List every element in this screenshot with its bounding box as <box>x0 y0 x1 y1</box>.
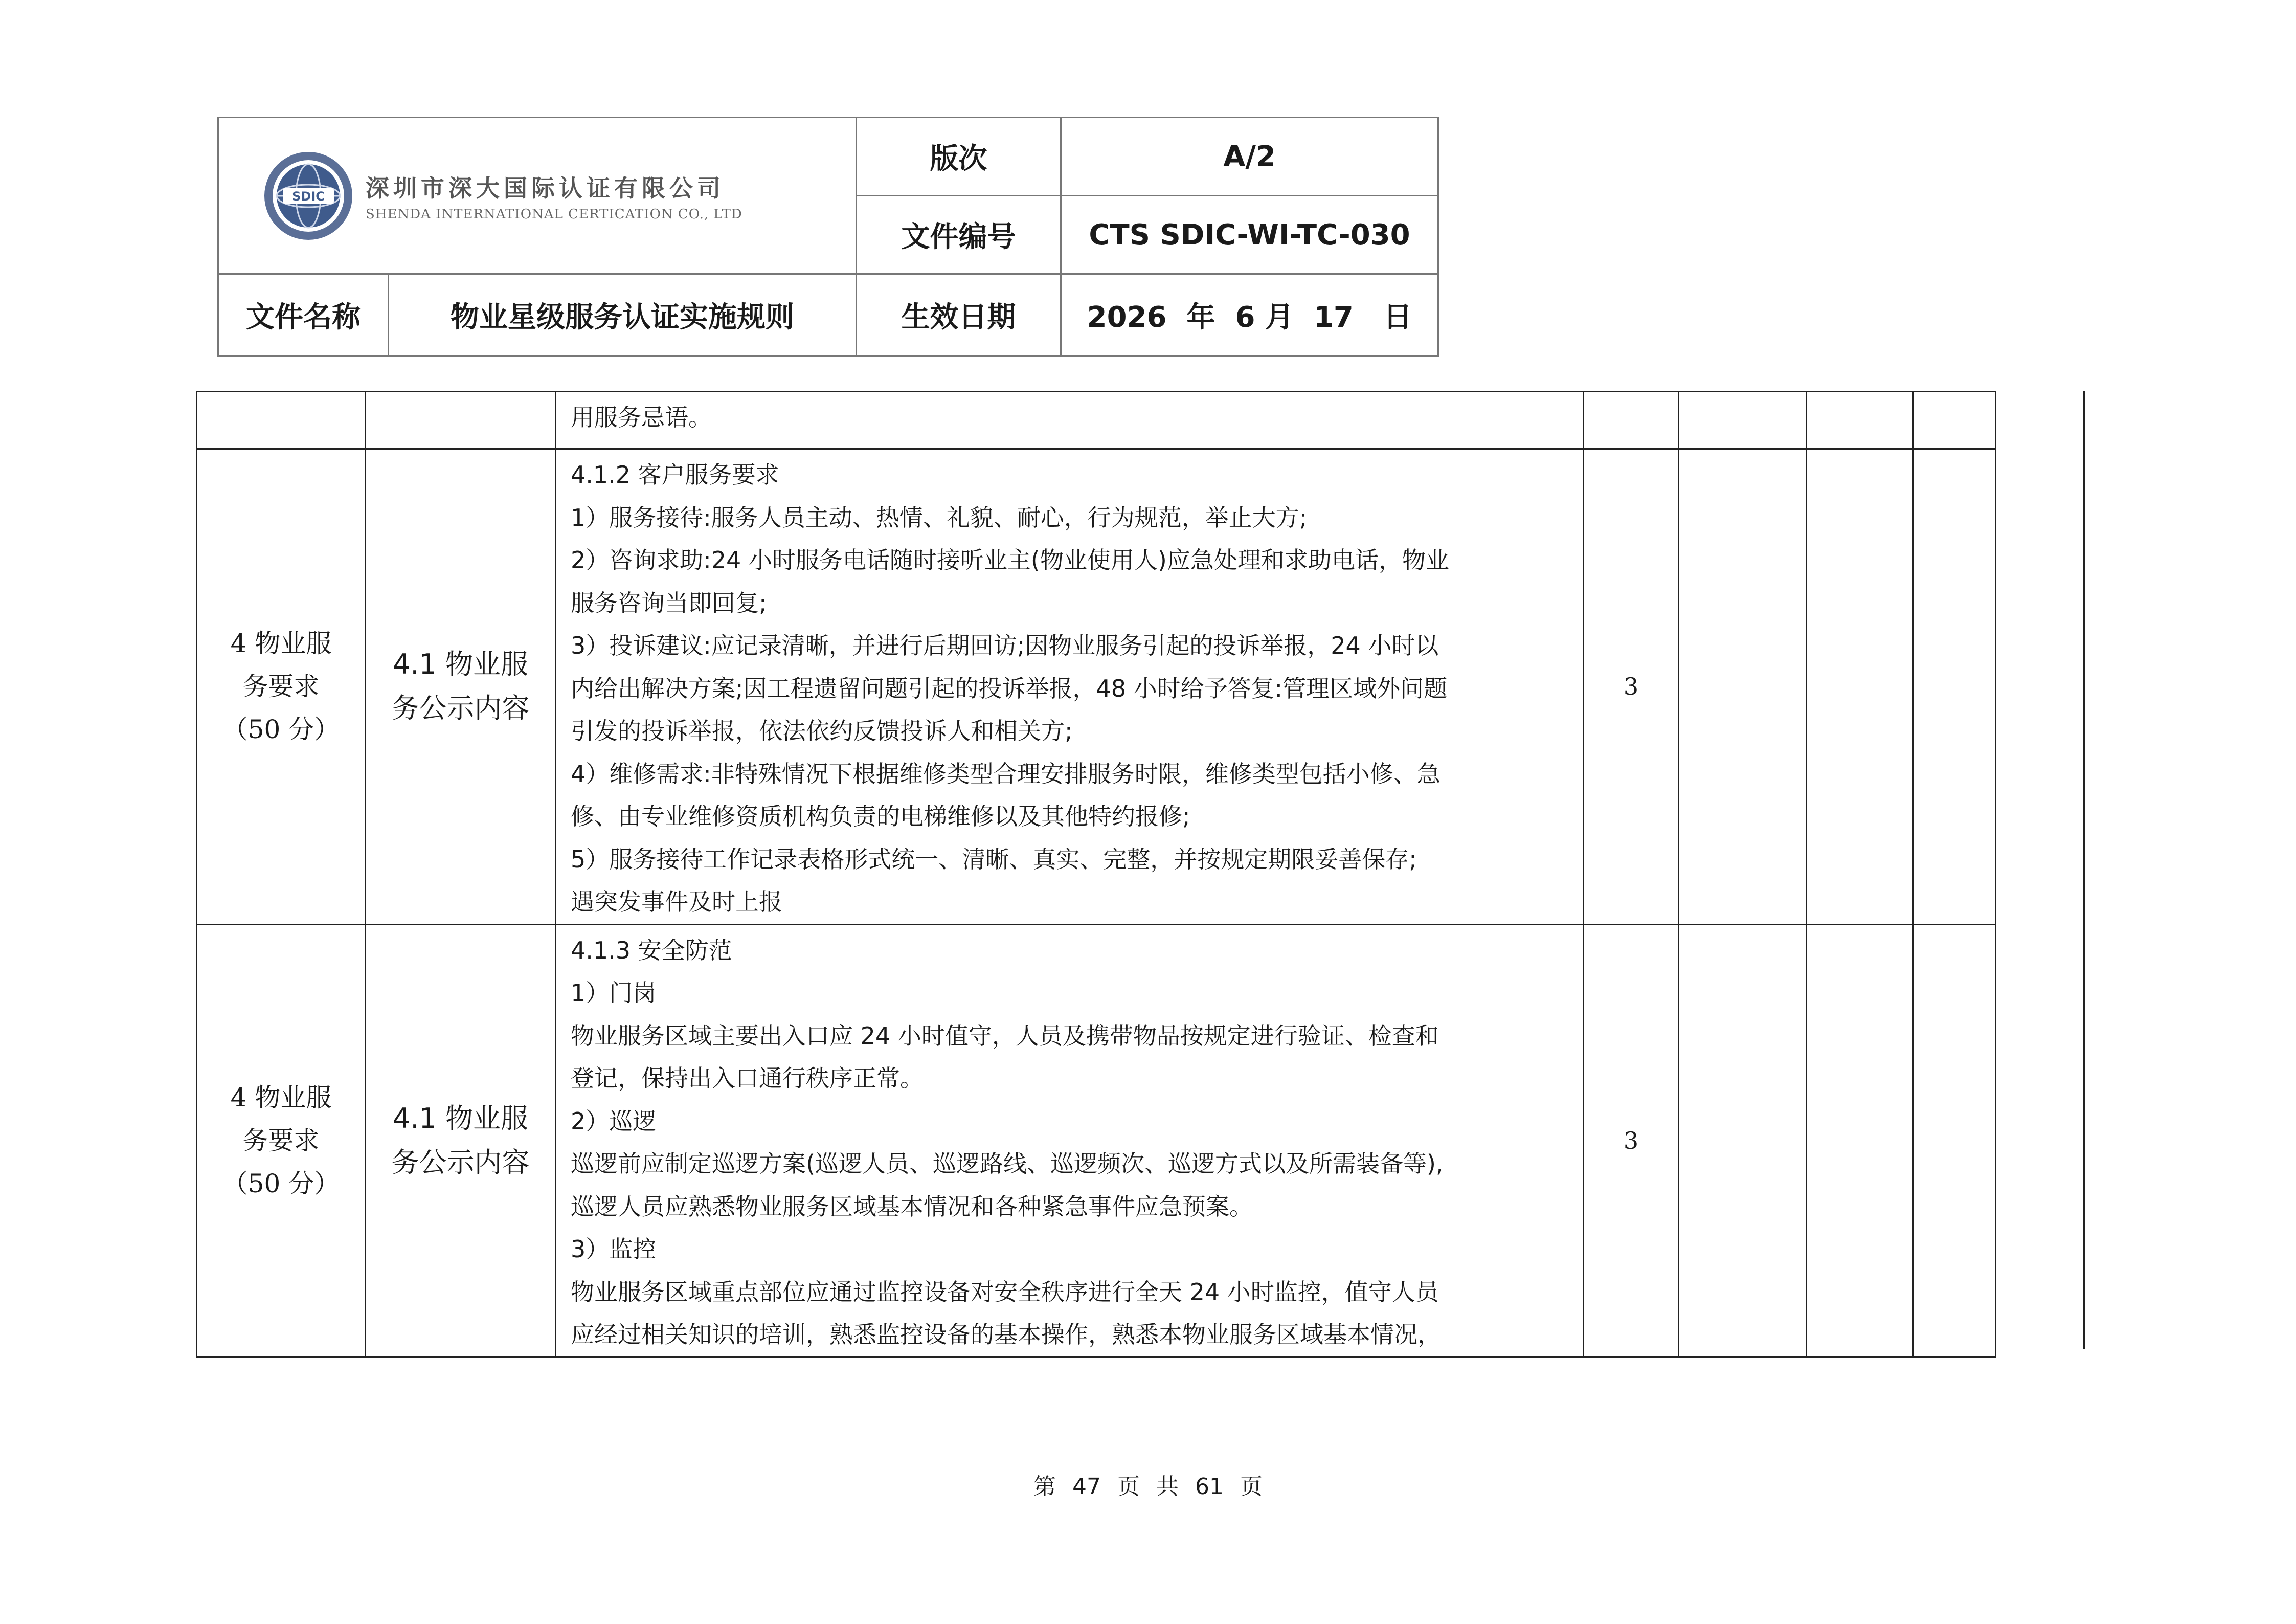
effective-date-label: 生效日期 <box>857 274 1061 356</box>
requirement-line: 服务咨询当即回复; <box>571 589 767 617</box>
requirement-line: 3）监控 <box>571 1235 657 1263</box>
empty-cell <box>1807 449 1913 925</box>
empty-cell <box>1679 924 1807 1357</box>
company-name-cn: 深圳市深大国际认证有限公司 <box>366 174 725 202</box>
requirement-line: 1）服务接待:服务人员主动、热情、礼貌、耐心，行为规范，举止大方; <box>571 503 1308 531</box>
doc-number-label: 文件编号 <box>857 196 1061 274</box>
requirement-line: 内给出解决方案;因工程遗留问题引起的投诉举报，48 小时给予答复:管理区域外问题 <box>571 674 1448 702</box>
page-total: 61 <box>1195 1474 1224 1500</box>
empty-cell <box>1679 449 1807 925</box>
footer-prefix: 第 <box>1033 1474 1056 1500</box>
empty-cell <box>1807 392 1913 449</box>
category-cell: 4 物业服 务要求 （50 分） <box>197 449 366 925</box>
table-row <box>197 924 1996 1357</box>
requirement-line: 4）维修需求:非特殊情况下根据维修类型合理安排服务时限，维修类型包括小修、急 <box>571 760 1440 788</box>
empty-cell <box>1807 924 1913 1357</box>
requirement-cell <box>556 392 1584 449</box>
requirement-line: 登记，保持出入口通行秩序正常。 <box>571 1064 924 1092</box>
footer-suffix: 页 <box>1240 1474 1263 1500</box>
score-cell: 3 <box>1584 449 1679 925</box>
requirement-line: 应经过相关知识的培训，熟悉监控设备的基本操作，熟悉本物业服务区域基本情况， <box>571 1321 1441 1348</box>
requirement-line: 5）服务接待工作记录表格形式统一、清晰、真实、完整，并按规定期限妥善保存; <box>571 845 1417 873</box>
page-footer <box>0 1468 2296 1501</box>
requirement-line: 巡逻人员应熟悉物业服务区域基本情况和各种紧急事件应急预案。 <box>571 1192 1253 1220</box>
doc-number-value: CTS SDIC-WI-TC-030 <box>1061 196 1438 274</box>
version-label: 版次 <box>857 118 1061 196</box>
company-name-en: SHENDA INTERNATIONAL CERTICATION CO., LTD <box>366 206 742 222</box>
empty-cell <box>1913 449 1996 925</box>
requirement-line: 2）巡逻 <box>571 1107 657 1135</box>
requirement-line: 巡逻前应制定巡逻方案(巡逻人员、巡逻路线、巡逻频次、巡逻方式以及所需装备等), <box>571 1150 1444 1177</box>
document-header <box>217 117 1439 357</box>
requirement-line: 引发的投诉举报，依法依约反馈投诉人和相关方; <box>571 717 1073 745</box>
table-row <box>197 449 1996 925</box>
page-number: 47 <box>1072 1474 1101 1500</box>
requirement-cell <box>556 924 1584 1357</box>
company-logo-cell <box>218 118 857 274</box>
requirement-line: 1）门岗 <box>571 979 657 1007</box>
item-cell: 4.1 物业服 务公示内容 <box>366 449 556 925</box>
doc-name-value: 物业星级服务认证实施规则 <box>389 274 857 356</box>
requirement-line: 2）咨询求助:24 小时服务电话随时接听业主(物业使用人)应急处理和求助电话，物业 <box>571 546 1449 574</box>
requirement-line: 遇突发事件及时上报 <box>571 888 782 916</box>
assessment-table <box>196 391 1996 1358</box>
item-cell: 4.1 物业服 务公示内容 <box>366 924 556 1357</box>
requirement-line: 物业服务区域重点部位应通过监控设备对安全秩序进行全天 24 小时监控，值守人员 <box>571 1278 1439 1306</box>
requirement-line: 物业服务区域主要出入口应 24 小时值守，人员及携带物品按规定进行验证、检查和 <box>571 1021 1439 1050</box>
score-cell: 3 <box>1584 924 1679 1357</box>
table-row <box>197 392 1996 449</box>
requirement-line: 4.1.2 客户服务要求 <box>571 461 779 488</box>
item-cell <box>366 392 556 449</box>
doc-name-label: 文件名称 <box>218 274 389 356</box>
requirement-line: 用服务忌语。 <box>571 404 712 431</box>
requirement-line: 3）投诉建议:应记录清晰，并进行后期回访;因物业服务引起的投诉举报，24 小时以 <box>571 632 1439 659</box>
category-cell: 4 物业服 务要求 （50 分） <box>197 924 366 1357</box>
logo-badge-text: SDIC <box>292 189 325 204</box>
score-cell <box>1584 392 1679 449</box>
requirement-line: 4.1.3 安全防范 <box>571 936 732 964</box>
empty-cell <box>1913 924 1996 1357</box>
requirement-line: 修、由专业维修资质机构负责的电梯维修以及其他特约报修; <box>571 803 1190 830</box>
empty-cell <box>1913 392 1996 449</box>
globe-logo-icon <box>262 150 354 242</box>
category-cell <box>197 392 366 449</box>
empty-cell <box>1679 392 1807 449</box>
version-value: A/2 <box>1061 118 1438 196</box>
right-margin-rule <box>2083 391 2085 1349</box>
requirement-cell <box>556 449 1584 925</box>
effective-date-value: 2026 年 6 月 17 日 <box>1061 274 1438 356</box>
footer-middle: 页 共 <box>1117 1474 1179 1500</box>
